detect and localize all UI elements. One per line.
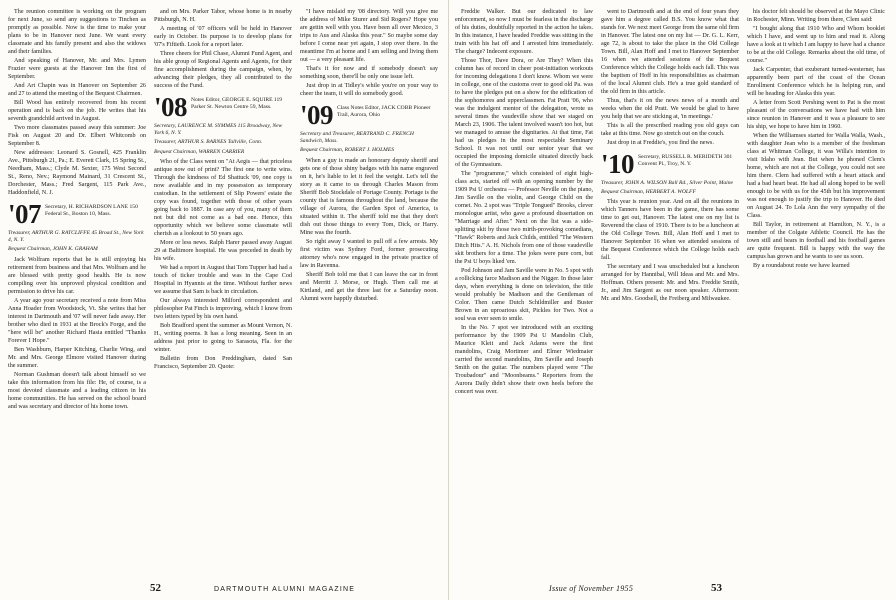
page-number: 53 xyxy=(711,582,722,594)
paragraph: Bulletin from Don Preddingham, dated San Francisco, September 20. Quote: xyxy=(154,355,292,370)
class-treasurer: Treasurer, JOHN A. WILSON Ball Rd., Silver Point, Maine xyxy=(601,180,734,186)
class-secretary: Secretary, H. RICHARDSON LANE 150 Federal St., Boston 10, Mass. xyxy=(45,204,138,218)
paragraph: Just drop in at Tidley's while you're on your way to cheer the team, it will do somebody good. xyxy=(300,83,438,97)
running-head: DARTMOUTH ALUMNI MAGAZINE xyxy=(214,586,356,593)
paragraph: This is all the prescribed reading you old guys can take at this time. Now go stretch out on the couch. xyxy=(601,123,739,137)
left-page-footer xyxy=(0,580,448,594)
paragraph: Who of the Class went on "At Aegis — that priceless antique now out of print? The first one to write wins. Through the kindness of Ed Shattuck '09, one copy is now available and in my possession as temporary custodian. In the settlement of Slip Powers' estate the copy was found, together with those of other years going back to 1887. In case any of you, many of them not but did not come as a bad one. Hence, this opportunity which we believe some classmate will cherish as a lookout to 50 years ago. xyxy=(154,158,292,237)
paragraph: And Art Chapin was in Hanover on September 26 and 27 to attend the meeting of the Bequest Chairmen. xyxy=(8,83,146,97)
column-paragraphs xyxy=(747,8,885,270)
paragraph: Sheriff Bob told me that I can leave the car in front and Merritt J. Morse, or Hugh. Then call me at Kirtland, and get the three last for a Saturday noon. Alumni were happily disturbed. xyxy=(300,271,438,302)
paragraph: Norman Gushman doesn't talk about himself so we take this information from his file: He, of course, is a most devoted classmate and a leading citizen in his home communities. He has served on the school board and was secretary and director of his home town. xyxy=(8,371,146,410)
right-column-2 xyxy=(601,8,739,576)
paragraph: A year ago your secretary received a note from Miss Anna Hoader from Woodstock, Vt. She writes that her interest in Dartmouth and '07 will never fade away. Her brother who died in 1931 at the Brock's Forge, and the "here will be" another Richard Hasia entitled "Thanks Forever I Hope." xyxy=(8,297,146,344)
class-header-1910 xyxy=(601,151,739,177)
column-paragraphs xyxy=(300,8,438,98)
column-paragraphs xyxy=(154,158,292,371)
column-paragraphs xyxy=(8,8,146,197)
paragraph: Three cheers for Phil Chase, Alumni Fund Agent, and his able group of Regional Agents and Agents, for their fine accomplishment during the campaign, when, by advancing their pledges, they all contributed to the success of the Fund. xyxy=(154,51,292,89)
paragraph: In the No. 7 spot we introduced with an exciting performance by the 1909 Psi U Mandolin Club, Maurice Kleit and Jack Adams were the first mandolins, Craig Mortimer and Elmer Wiedmaier carried the second mandolins, Jim Saville and Joseph Smith on the guitar. The numbers played were "The Troubadour" and "Moonbeams." Reporters from the Aurora Daily didn't show their own heels before the concert was over. xyxy=(455,325,593,395)
paragraph: And speaking of Hanover, Mr. and Mrs. Lymen Frazier were guests at the Hanover Inn the first of September. xyxy=(8,58,146,80)
column-paragraphs xyxy=(154,8,292,90)
paragraph: Jack Carpenter, that exuberant turned-westerner, has apparently been part of the coast of the Ocean Enrollment Conference which he is helping run, and will be heading for Alaska this year. xyxy=(747,67,885,97)
class-year: '07 xyxy=(8,199,42,229)
paragraph: When a guy is made an honorary deputy sheriff and gets one of those shiny badges with his name engraved on it, he's liable to let it feel the weight. Let's tell the story as it came to us through Charles Mason from Sheriff Bob Stockdale of Portage County. Portage is the county that is famous throughout the land, because the village of Aurora, the Garden Spot of America, is situated within it. The sheriff told me that they don't dish out those things to every Tom, Dick, or Harry. Mine was the fourth. xyxy=(300,157,438,236)
paragraph: Jack Wolfram reports that he is still enjoying his retirement from business and that Mrs. Wolfram and he are blessed with pretty good health. He is now compiling over his unproved physical condition and permission to drive his car. xyxy=(8,256,146,295)
right-column-3 xyxy=(747,8,885,576)
paragraph: A letter from Scott Pershing went to Pat is the most pleasant of the conversations we have had with him since reunion in Hanover and it was a pleasure to see his ship, we hope to have him in 1960. xyxy=(747,100,885,130)
column-paragraphs xyxy=(601,8,739,147)
paragraph: We had a report in August that Tom Tupper had had a touch of ticker trouble and was in the Cape Cod Hospital in Hyannis at the time. Without further news we assume that Sam is back in circulation. xyxy=(154,264,292,295)
left-column-3 xyxy=(300,8,438,576)
right-page-footer xyxy=(449,580,896,594)
column-paragraphs xyxy=(601,198,739,303)
paragraph: New addresses: Leonard S. Gosnell, 425 Franklin Ave., Pittsburgh 21, Pa.; E. Everett Clark, 15 Spring St., Needham, Mass.; Clyde M. Sexter, 175 West Second St., Reno, Nev.; Raymond Mainard, 31 Crescent St., Dorchester, Mass.; Fred Sargent, 115 Park Ave., Haddonfield, N. J. xyxy=(8,150,146,196)
paragraph: Bill Wood has entirely recovered from his recent operation and is back on the job. He writes that his seventh grandchild arrived in August. xyxy=(8,100,146,122)
paragraph: A meeting of '07 officers will be held in Hanover early in October. Its purpose is to develop plans for '07's Fiftieth. Look for a report later. xyxy=(154,26,292,48)
left-column-1 xyxy=(8,8,146,576)
paragraph: So right away I wanted to pull off a few arrests. My first victim was Sydney Ford, former prosecuting attorney who's now engaged in the private practice of law in Ravenna. xyxy=(300,238,438,269)
paragraph: Our always interested Milford correspondent and philosopher Pat Finch is improving, which I know from two letters typed by his own hand. xyxy=(154,297,292,320)
class-year: '08 xyxy=(154,92,188,122)
paragraph: The "programme," which consisted of eight high-class acts, started off with an opening number by the 1909 Psi U orchestra — Professor Neville on the piano, Jim Saville on the violin, and George Child on the cornet. No. 2 spot was "Triple Tongued" Brooks, clever monologue artist, who gave a profound dissertation on "Marriage and After." Next on the list was a side-splitting skit by those two mirth-provoking comedians, "Hawk" Roberts and Jack Childs, entitled "The Western Ditch Hits." A. H. Nichols from one of those vaudeville skit brothers for a time. The jokes were pure corn, but the Psi U boys liked 'em. xyxy=(455,171,593,265)
paragraph: That's it for now and if somebody doesn't say something soon, there'll be only one issue left. xyxy=(300,66,438,80)
paragraph: The reunion committee is working on the program for next June, so send any suggestions to Tinchen as promptly as possible. Now is the time to make your plans to be in Hanover next June. We want every classmate and his family present and also the widows and their families. xyxy=(8,9,146,55)
class-secretary: Secretary, LAURENCE M. SYMMES 115 Broadway, New York 6, N. Y. xyxy=(154,123,283,137)
notes-editor: Class Notes Editor, JACK COBB Pioneer Trail, Aurora, Ohio xyxy=(337,105,431,119)
class-treasurer: Treasurer, ARTHUR S. BARNES Tallville, Conn. xyxy=(154,139,263,146)
notes-editor: Notes Editor, GEORGE E. SQUIRE 119 Parker St. Newton Centre 59, Mass. xyxy=(191,97,283,111)
class-year: '10 xyxy=(601,149,635,179)
column-paragraphs xyxy=(455,8,593,396)
paragraph: This year is reunion year. And on all the reunions in which Tanners have been in the game, there has some time to get out, Hanover. The latest one on my list is Reverend the class of 1910. There is to be a luncheon at the Old College Town. Bill, Alan Hoff and I met to Hanover September 16 when we attended sessions of the Bequest Conference which the College holds each fall. xyxy=(601,199,739,262)
paragraph: Freddie Walker. But our dedicated to law enforcement, so now I must be fearless in the discharge of his duties, doubtfully reported in the action he takes. In this instance, I have headed Freddie was sitting in the train with his hat off and I arrested him immediately. The charge? Indecent exposure. xyxy=(455,9,593,55)
paragraph: and on Mrs. Parker Tabor, whose home is in nearby Pittsburgh, N. H. xyxy=(154,9,292,23)
class-secretary: Secretary and Treasurer, BERTRAND C. FRENCH Sandwich, Mass. xyxy=(300,131,414,145)
column-paragraphs xyxy=(8,256,146,411)
paragraph: More or less news. Ralph Harer passed away August 29 at Baltimore hospital. He was preceded in death by his wife. xyxy=(154,239,292,262)
class-year: '09 xyxy=(300,100,334,130)
class-treasurer: Treasurer, ARTHUR G. RATCLIFFE 45 Broad St., New York 4, N. Y. xyxy=(8,230,144,244)
right-column-1 xyxy=(455,8,593,576)
paragraph: Pod Johnson and Jam Saville were in No. 5 spot with a rollicking farce Madison and the Nigger. In those later days, when everything is done on television, the title would probably be Madison and the Gentleman of Color. Then came Dutch Schildmiller and Buster Brown in an uproarious skit, Pickles for Two. Not a soul was ever seen to smile. xyxy=(455,268,593,322)
paragraph: Just drop in at Freddie's, you find the news. xyxy=(607,140,714,146)
paragraph: When the Williamses started for Walla Walla, Wash., with daughter Jean who is a member of the freshman class at Whitman College, it was Willa's intention to visit Idaho with Jean. But when he phoned Clem's home, which are not at the College, you could not see him there. Clem had suffered with a heart attack and had a bad heart beat. He had all along hoped to be well enough to be with us for the 45th but his improvement was not enough to justify the trip to Hanover. He died on August 24. To Lola Ann the very sympathy of the Class. xyxy=(747,133,885,219)
paragraph: went to Dartmouth and at the end of four years they gave him a degree called B.S. You know what that stands for. We next meet George from the same old firm in Hanover. The latest one on my list — Dr. G. L. Kerr, age 72, is about to take the place in the Old College Town. Bill, Alan Hoff and I met to Hanover September 16 when we attended sessions of the Bequest Conference which the College holds each fall. This was the baptism of Hoff in his responsibilities as chairman of the local Alumni club. He's a true gold standard of the old firm in this article. xyxy=(601,9,739,95)
column-paragraphs xyxy=(300,157,438,303)
bequest-chairman: Bequest Chairman, ROBERT J. HOLMES xyxy=(300,147,395,154)
paragraph: Ben Washburn, Harper Kitching, Charlie Wing, and Mr. and Mrs. George Elmore visited Hanover during the summer. xyxy=(8,346,146,369)
paragraph: his doctor felt should be observed at the Mayo Clinic in Rochester, Minn. Writing from there, Clem said: xyxy=(747,9,885,23)
paragraph: Bill Taylor, in retirement at Hamilton, N. Y., is a member of the Colgate Athletic Council. He has the town still and bears in football and his football games are quite frequent. Bill is happy with the way the campus has grown and he wants to see us soon. xyxy=(747,222,885,260)
running-head: Issue of November 1955 xyxy=(549,584,634,593)
bequest-chairman: Bequest Chairman, HERBERT A. WOLFF xyxy=(601,189,696,196)
paragraph: Those Thor, Dave Dora, or Are They? When this column has of record in cheer post-initiation workouts for incoming delegations I don't know. Whom we were in college, one of the customs over to good old Pa. was to have the pledges put on a show for the edification of the sophomores and upperclassmen. Fat Pratt '06, who was the indulgent mentor of the delegation, wrote us several times the vaudeville show that we staged on March 23, 1906. The talent involved wasn't too hot, but we managed to amuse the dignitaries. At that time, Fat had us pledges in the most respectable Seminary School. It was not until our senior year that we occupied the imposing domicile situated directly back of the Gymnasium. xyxy=(455,58,593,168)
bequest-chairman: Bequest Chairman, JOHN K. GRAHAM xyxy=(8,246,98,253)
paragraph: The secretary and I was unscheduled but a luncheon arranged for by Hannibal, Will Ideas and Mr. and Mrs. Hoffman. Others present: Mr. and Mrs. Freddie Smith, Jr., and Jim Sargent as our noon speaker. Afternoon: Mr. and Mrs. Goodsell, the Freiberg and Milwaukee. xyxy=(601,264,739,303)
left-column-2 xyxy=(154,8,292,576)
paragraph: Bob Bradford spent the summer as Mount Vernon, N. H., writing poems. It has a long meaning. Seen in an address just prior to going to Sarasota, Fla. for the winter. xyxy=(154,322,292,353)
paragraph: By a roundabout route we have learned xyxy=(753,263,850,269)
class-secretary: Secretary, RUSSELL R. MERIDETH 301 Convent Pl., Troy, N. Y. xyxy=(638,154,733,168)
paragraph: Two more classmates passed away this summer: Joe Fisk on August 20 and Dr. Elbert Whitcomb on September 8. xyxy=(8,125,146,147)
class-header-1909 xyxy=(300,102,438,128)
paragraph: "I have mislaid my '08 directory. Will you give me the address of Mike Sturer and Sid Rogers? Hope you are gettin well with you. Have been all over Mexico, 3 trips to Aus and Alaska this year." So maybe some day before I come near yet again, I stop over there. In the meantime I'm at home and I am selling and living them out — a very pleasant life. xyxy=(300,9,438,63)
paragraph: "I bought along that 1910 Who and Whom booklet which I have, and went up to him and read it. Along have a look at it which I am happy to have had a chance to be at the old College. Remarks about the old time, of course." xyxy=(747,26,885,64)
bequest-chairman: Bequest Chairman, WARREN CARRIER xyxy=(154,148,245,155)
right-page xyxy=(448,0,896,600)
page-number: 52 xyxy=(150,582,161,594)
paragraph: Thus, that's it on the news news of a month and weeks when the old Pratt. We would be glad to have you help that we are sticking at, 'in meetings.' xyxy=(601,98,739,120)
class-header-1908 xyxy=(154,94,292,120)
class-header-1907 xyxy=(8,201,146,227)
